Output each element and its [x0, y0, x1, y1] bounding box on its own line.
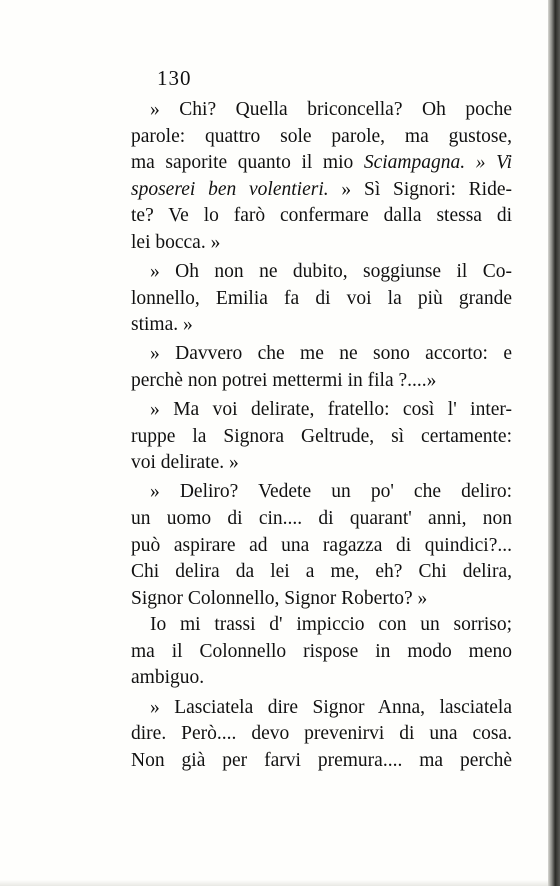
italic-text: Sciampagna. » Vi [363, 152, 512, 174]
line-text: parole: quattro sole parole, ma gustose, [131, 125, 512, 147]
page-binding-edge [548, 0, 560, 886]
text-line [131, 533, 512, 560]
text-line [131, 150, 512, 177]
line-text: Non già per farvi premura.... ma perchè [131, 749, 512, 771]
line-text: ambiguo. [131, 667, 205, 689]
page-number: 130 [157, 66, 192, 90]
text-line [131, 721, 512, 748]
text-line [131, 586, 512, 613]
text-line [131, 368, 512, 395]
body-text [131, 97, 512, 774]
text-line [131, 312, 512, 339]
text-line [131, 506, 512, 533]
line-text: ma saporite quanto il mio [131, 152, 364, 174]
text-line [131, 748, 512, 775]
line-text: te? Ve lo farò confermare dalla stessa di [131, 205, 512, 227]
text-line [131, 639, 512, 666]
line-text: voi delirate. » [131, 452, 239, 474]
line-text: » Deliro? Vedete un po' che deliro: [150, 481, 512, 503]
text-line [131, 695, 512, 722]
line-text: ma il Colonnello rispose in modo meno [131, 640, 512, 662]
text-line [131, 612, 512, 639]
text-line [131, 341, 512, 368]
text-line [131, 450, 512, 477]
line-text: Chi delira da lei a me, eh? Chi delira, [131, 561, 512, 583]
text-line [131, 259, 512, 286]
line-text: dire. Però.... devo prevenirvi di una cosa. [131, 723, 512, 745]
line-text: un uomo di cin.... di quarant' anni, non [131, 507, 512, 529]
line-text: » Chi? Quella briconcella? Oh poche [150, 99, 512, 120]
page-bottom-shadow [0, 880, 548, 886]
line-text: » Sì Signori: Ride- [328, 178, 512, 200]
line-text: lonnello, Emilia fa di voi la più grande [131, 287, 512, 309]
text-line [131, 177, 512, 204]
line-text: lei bocca. » [131, 231, 221, 253]
text-line [131, 286, 512, 313]
text-line [131, 397, 512, 424]
line-text: Io mi trassi d' impiccio con un sorriso; [150, 614, 512, 636]
text-line [131, 479, 512, 506]
text-line [131, 124, 512, 151]
italic-text: sposerei ben volentieri. [131, 178, 329, 200]
line-text: ruppe la Signora Geltrude, sì certamente: [131, 425, 512, 447]
line-text: » Ma voi delirate, fratello: così l' inter- [150, 399, 512, 421]
line-text: Signor Colonnello, Signor Roberto? » [131, 587, 428, 609]
line-text: » Oh non ne dubito, soggiunse il Co- [150, 261, 512, 283]
line-text: perchè non potrei mettermi in fila ?....» [131, 369, 437, 391]
text-line [131, 559, 512, 586]
line-text: » Davvero che me ne sono accorto: e [150, 343, 512, 365]
text-line [131, 230, 512, 257]
text-line [131, 203, 512, 230]
line-text: può aspirare ad una ragazza di quindici?... [131, 534, 512, 556]
text-line [131, 97, 512, 124]
line-text: » Lasciatela dire Signor Anna, lasciatela [150, 696, 512, 718]
text-line [131, 665, 512, 692]
text-line [131, 424, 512, 451]
line-text: stima. » [131, 314, 193, 336]
